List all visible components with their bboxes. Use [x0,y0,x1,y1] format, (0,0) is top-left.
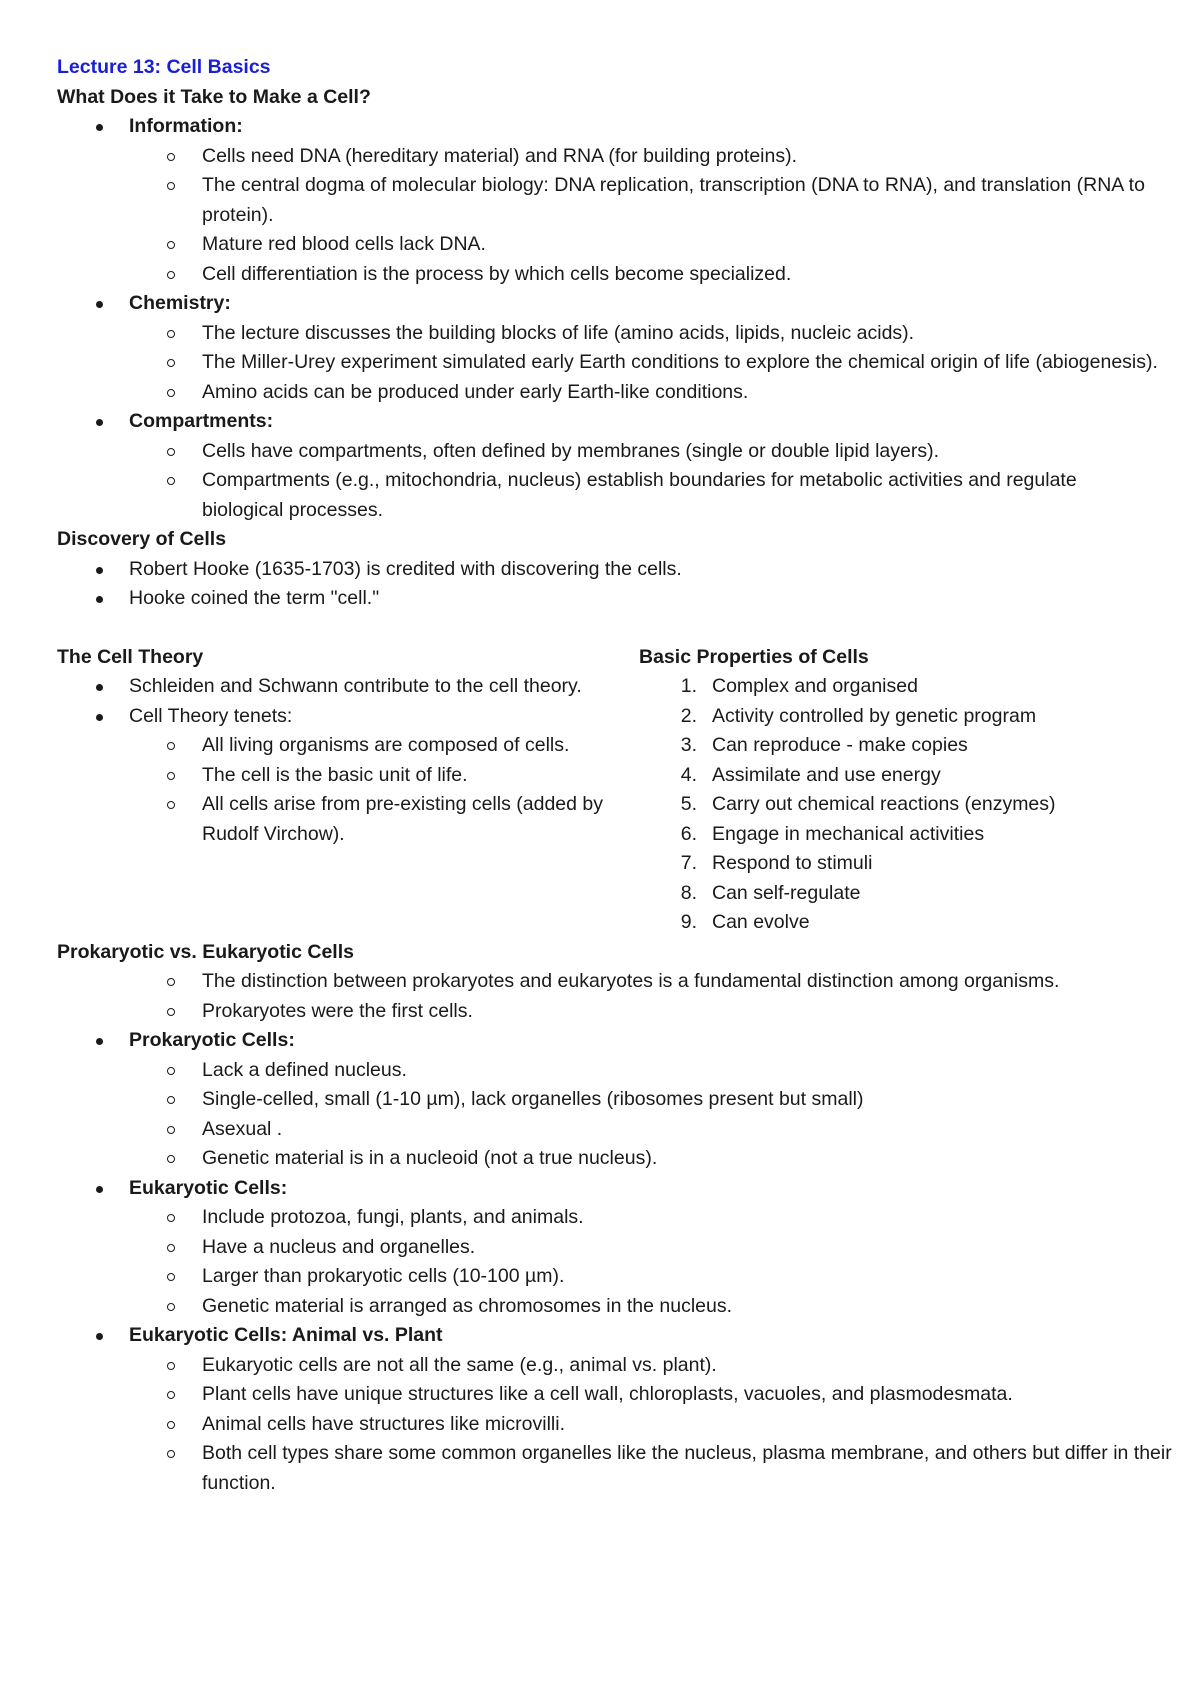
sub-bullet: The lecture discusses the building blocks of life (amino acids, lipids, nucleic acids). [57,319,1157,349]
numbered-item: 2. Activity controlled by genetic program [680,704,1037,727]
bullet-chemistry: Chemistry: [57,289,1157,319]
section-heading-basic-properties: Basic Properties of Cells [639,645,869,668]
document-page [57,53,1172,1498]
numbered-item: 6. Engage in mechanical activities [680,822,985,845]
section-heading-discovery: Discovery of Cells [57,528,227,550]
section-heading-prokaryotic-vs-eukaryotic: Prokaryotic vs. Eukaryotic Cells [57,940,354,963]
sub-bullet: All cells arise from pre-existing cells (added by Rudolf Virchow). [57,790,632,849]
sub-bullet: Prokaryotes were the first cells. [57,997,1157,1027]
sub-bullet: The cell is the basic unit of life. [57,761,639,791]
numbered-item: 8. Can self-regulate [680,881,861,904]
sub-bullet: Genetic material is in a nucleoid (not a true nucleus). [57,1144,1157,1174]
numbered-item: 4. Assimilate and use energy [680,763,941,786]
numbered-item: 1. Complex and organised [680,675,918,697]
page-title: Lecture 13: Cell Basics [57,56,271,78]
bullet-eukaryotic-cells: Eukaryotic Cells: [57,1174,1157,1204]
sub-bullet: Lack a defined nucleus. [57,1056,1157,1086]
numbered-item: 5. Carry out chemical reactions (enzymes) [680,793,1056,815]
bullet: Cell Theory tenets: [57,702,639,732]
numbered-item: 3. Can reproduce - make copies [680,734,968,756]
sub-bullet: The central dogma of molecular biology: DNA replication, transcription (DNA to RNA), and translation (RNA to protein). [57,171,1162,230]
cell-theory-column [57,643,639,938]
sub-bullet: Larger than prokaryotic cells (10-100 µm). [57,1262,1157,1292]
sub-bullet: Eukaryotic cells are not all the same (e.g., animal vs. plant). [57,1351,1157,1381]
sub-bullet: Cell differentiation is the process by which cells become specialized. [57,260,1157,290]
section-heading-make-a-cell: What Does it Take to Make a Cell? [57,85,371,108]
sub-bullet: Genetic material is arranged as chromosomes in the nucleus. [57,1292,1157,1322]
sub-bullet: Have a nucleus and organelles. [57,1233,1157,1263]
sub-bullet: Animal cells have structures like microvilli. [57,1410,1157,1440]
basic-properties-column [639,643,1157,938]
bullet: Schleiden and Schwann contribute to the cell theory. [57,672,599,702]
bullet: Robert Hooke (1635-1703) is credited with discovering the cells. [57,555,1157,585]
numbered-item: 7. Respond to stimuli [680,852,873,874]
sub-bullet: Single-celled, small (1-10 µm), lack organelles (ribosomes present but small) [57,1085,1157,1115]
bullet: Hooke coined the term "cell." [57,584,1157,614]
sub-bullet: Both cell types share some common organelles like the nucleus, plasma membrane, and others but differ in their function. [57,1439,1200,1498]
bullet-animal-vs-plant: Eukaryotic Cells: Animal vs. Plant [57,1321,1157,1351]
numbered-item: 9. Can evolve [680,911,810,933]
two-column-section [57,643,1157,938]
sub-bullet: Amino acids can be produced under early Earth-like conditions. [57,378,1157,408]
section-heading-cell-theory: The Cell Theory [57,645,204,668]
sub-bullet: Asexual . [57,1115,1157,1145]
sub-bullet: Compartments (e.g., mitochondria, nucleus) establish boundaries for metabolic activities and regulate biological processes. [57,466,1162,525]
bullet-prokaryotic-cells: Prokaryotic Cells: [57,1026,1157,1056]
sub-bullet: Include protozoa, fungi, plants, and animals. [57,1203,1157,1233]
sub-bullet: All living organisms are composed of cells. [57,731,642,761]
sub-bullet: The distinction between prokaryotes and eukaryotes is a fundamental distinction among organisms. [57,967,1162,997]
sub-bullet: Mature red blood cells lack DNA. [57,230,1157,260]
bullet-information: Information: [57,112,1157,142]
sub-bullet: Cells need DNA (hereditary material) and RNA (for building proteins). [57,142,1157,172]
sub-bullet: The Miller-Urey experiment simulated early Earth conditions to explore the chemical origin of life (abiogenesis). [57,348,1162,378]
sub-bullet: Cells have compartments, often defined by membranes (single or double lipid layers). [57,437,1157,467]
bullet-compartments: Compartments: [57,407,1157,437]
sub-bullet: Plant cells have unique structures like a cell wall, chloroplasts, vacuoles, and plasmodesmata. [57,1380,1157,1410]
